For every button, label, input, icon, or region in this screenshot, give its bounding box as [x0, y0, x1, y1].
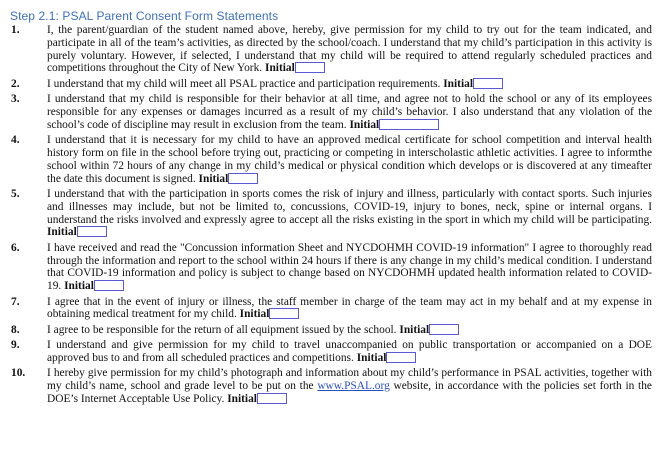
- statement-body: I agree to be responsible for the return of all equipment issued by the school.: [47, 323, 397, 336]
- statement-number: 6.: [11, 241, 20, 254]
- initial-label: Initial: [356, 351, 387, 364]
- initial-field-1[interactable]: [295, 62, 325, 73]
- statement-10: [10, 367, 652, 405]
- initial-field-7[interactable]: [269, 308, 299, 319]
- initial-field-10[interactable]: [257, 393, 287, 404]
- statement-body: I hereby give permission for my child’s photograph and information about my child’s performance in PSAL activities, together with my child’s name, school and grade level to be put on the: [47, 367, 652, 393]
- statement-body: I have received and read the "Concussion information Sheet and NYCDOHMH COVID-19 information" I agree to thoroughly read through the information and report to the school within 24 hours if there is any change in my child’s medical condition. I understand that COVID-19 information and policy is subject to change based on NYCDOHMH updated health information related to COVID-19.: [47, 241, 652, 293]
- statement-6: [10, 242, 652, 293]
- statement-text: [47, 324, 652, 337]
- statement-2: [10, 78, 652, 91]
- statement-text: [47, 296, 652, 322]
- statement-7: [10, 296, 652, 322]
- initial-field-2[interactable]: [473, 78, 503, 89]
- statement-4: [10, 134, 652, 185]
- initial-field-4[interactable]: [228, 173, 258, 184]
- initial-label: Initial: [47, 226, 77, 239]
- initial-label: Initial: [227, 392, 257, 405]
- statement-body: I understand that with the participation in sports comes the risk of injury and illness, particularly with contact sports. Such injuries and illnesses may include, but not be limited to, concussions, COVID-19, injury to bones, neck, spine or internal organs. I understand the risks involved and expressly agree to accept all the risks existing in the sport in which my child will be participating.: [47, 187, 652, 226]
- statement-body: I understand that my child is responsible for their behavior at all time, and agree not to hold the school or any of its employees responsible for any expenses or damages incurred as a result of my child’s behavior. I also understand that any violation of the school’s code of discipline may result in exclusion from the team.: [47, 93, 652, 131]
- statement-body: I agree that in the event of injury or illness, the staff member in charge of the team may act in my behalf and at my expense in obtaining medical treatment for my child.: [47, 295, 652, 321]
- initial-label: Initial: [198, 172, 229, 185]
- statement-text: [47, 93, 652, 131]
- statement-number: 7.: [11, 295, 20, 308]
- initial-field-8[interactable]: [429, 324, 459, 335]
- statement-5: [10, 188, 652, 239]
- initial-field-9[interactable]: [386, 352, 416, 363]
- statement-body: I, the parent/guardian of the student named above, hereby, give permission for my child to try out for the team indicated, and participate in all of the team’s activities, as directed by the school/coach. I understand that my child’s participation in this activity is purely voluntary. However, if selected, I understand that my child will be required to attend regularly scheduled practices and competitions throughout the City of New York.: [47, 24, 652, 75]
- initial-label: Initial: [64, 280, 94, 293]
- initial-field-3[interactable]: [379, 119, 439, 130]
- statement-number: 8.: [11, 323, 20, 336]
- initial-label: Initial: [399, 323, 430, 336]
- step-title: Step 2.1: PSAL Parent Consent Form Statements: [10, 9, 279, 23]
- statement-number: 3.: [11, 93, 20, 106]
- consent-statements-list: [10, 24, 652, 406]
- initial-field-6[interactable]: [94, 280, 124, 291]
- statement-1: [10, 24, 652, 75]
- statement-number: 2.: [11, 77, 20, 90]
- initial-label: Initial: [239, 308, 270, 321]
- initial-label: Initial: [349, 118, 380, 131]
- statement-body: I understand that it is necessary for my child to have an approved medical certificate for school competition and interval health history form on file in the school before trying out, practicing or competing in interscholastic athletic activities. I agree to informthe school within 72 hours of any change in my child’s medical or physical condition which develops or is discovered at any timeafter the date this document is signed.: [47, 134, 652, 185]
- statement-body: I understand and give permission for my child to travel unaccompanied on public transportation or accompanied on a DOE approved bus to and from all scheduled practices and competitions.: [47, 339, 652, 364]
- statement-9: [10, 339, 652, 365]
- statement-number: 4.: [11, 134, 20, 147]
- initial-field-5[interactable]: [77, 226, 107, 237]
- statement-text: [47, 134, 652, 185]
- statement-text: [47, 339, 652, 365]
- statement-number: 9.: [11, 339, 20, 352]
- statement-text: [47, 188, 652, 239]
- statement-number: 1.: [11, 24, 20, 36]
- statement-3: [10, 93, 652, 131]
- statement-8: [10, 324, 652, 337]
- statement-text: [47, 367, 652, 405]
- statement-body-continued: website, in accordance with the policies set forth in the DOE’s Internet Acceptable Use Policy.: [47, 380, 652, 405]
- statement-text: [47, 242, 652, 293]
- initial-label: Initial: [265, 62, 295, 75]
- statement-text: [47, 78, 652, 91]
- statement-number: 5.: [11, 187, 20, 200]
- statement-text: [47, 24, 652, 75]
- psal-website-link[interactable]: www.PSAL.org: [317, 380, 390, 393]
- statement-number: 10.: [11, 367, 26, 380]
- statement-body: I understand that my child will meet all PSAL practice and participation requirements.: [47, 77, 441, 90]
- initial-label: Initial: [443, 77, 474, 90]
